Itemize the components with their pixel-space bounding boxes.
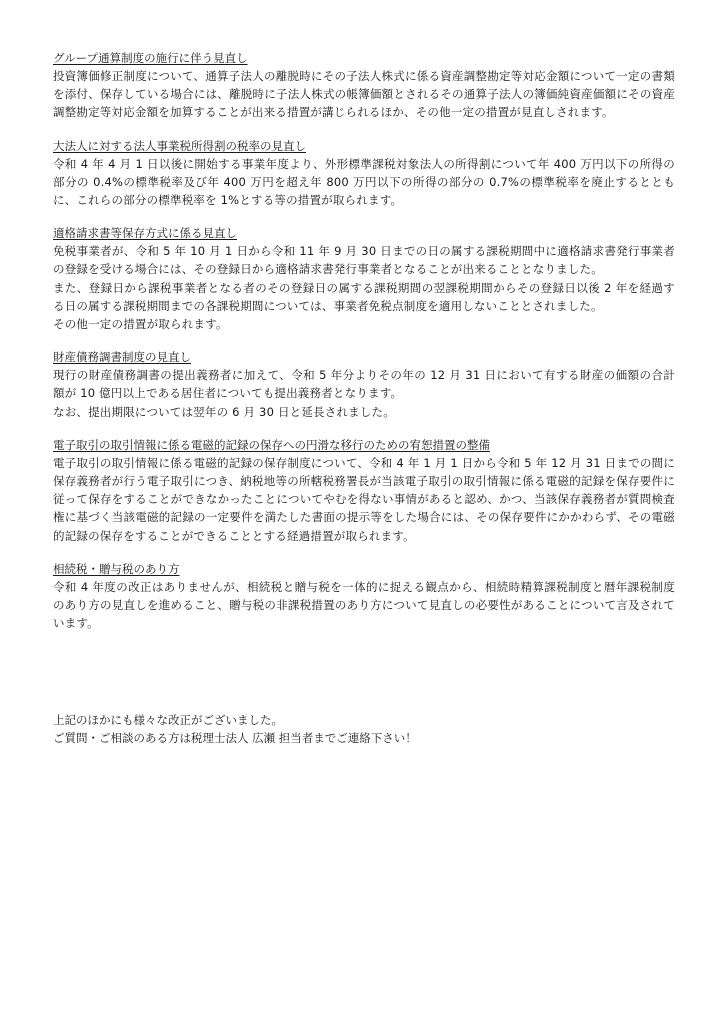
section-group-tax-system bbox=[53, 50, 675, 122]
document-body bbox=[53, 50, 675, 648]
section-paragraph: なお、提出期限については翌年の 6 月 30 日と延長されました。 bbox=[53, 404, 395, 419]
section-paragraph: その他一定の措置が取られます。 bbox=[53, 317, 228, 332]
section-heading: 大法人に対する法人事業税所得割の税率の見直し bbox=[53, 138, 306, 153]
section-paragraph: 電子取引の取引情報に係る電磁的記録の保存制度について、令和 4 年 1 月 1 日から令和 5 年 12 月 31 日までの間に保存義務者が行う電子取引につき、納税地等の所轄税務署長が当該電子取引の取引情報に係る電磁的記録を保存要件に従って保存をすることができなかったことについてやむを得ない事情があると認め、かつ、当該保存義務者が質問検査権に基づく当該電磁的記録の一定要件を満たした書面の提示等をした場合には、その保存要件にかかわらず、その電磁的記録の保存をすることができることとする経過措置が取られます。 bbox=[53, 455, 675, 543]
section-paragraph: 投資簿価修正制度について、通算子法人の離脱時にその子法人株式に係る資産調整勘定等対応金額について一定の書類を添付、保存している場合には、離脱時に子法人株式の帳簿価額とされるその通算子法人の簿価純資産価額にその資産調整勘定等対応金額を加算することが出来る措置が講じられるほか、その他一定の措置が見直しされます。 bbox=[53, 69, 675, 120]
section-heading: 相続税・贈与税のあり方 bbox=[53, 561, 180, 576]
section-invoice-system bbox=[53, 225, 675, 333]
section-property-debt-report bbox=[53, 349, 675, 421]
section-paragraph: 令和 4 年度の改正はありませんが、相続税と贈与税を一体的に捉える観点から、相続時精算課税制度と暦年課税制度のあり方の見直しを進めること、贈与税の非課税措置のあり方について見直しの必要性があることについて言及されています。 bbox=[53, 579, 675, 631]
closing-note bbox=[53, 711, 675, 747]
section-inheritance-gift-tax bbox=[53, 561, 675, 633]
section-heading: 適格請求書等保存方式に係る見直し bbox=[53, 226, 237, 241]
section-paragraph: 令和 4 年 4 月 1 日以後に開始する事業年度より、外形標準課税対象法人の所得割について年 400 万円以下の所得の部分の 0.4%の標準税率及び年 400 万円を超え年 800 万円以下の所得の部分の 0.7%の標準税率を廃止するとともに、これらの部分の標準税率を 1%とする等の措置が取られます。 bbox=[53, 156, 675, 208]
section-heading: グループ通算制度の施行に伴う見直し bbox=[53, 51, 248, 65]
section-heading: 電子取引の取引情報に係る電磁的記録の保存への円滑な移行のための宥恕措置の整備 bbox=[53, 437, 490, 452]
section-paragraph: 免税事業者が、令和 5 年 10 月 1 日から令和 11 年 9 月 30 日までの日の属する課税期間中に適格請求書発行事業者の登録を受ける場合には、その登録日から適格請求書発行事業者となることが出来ることとなりました。 bbox=[53, 244, 675, 277]
contact-line: ご質問・ご相談のある方は税理士法人 広瀬 担当者までご連絡下さい！ bbox=[53, 731, 417, 745]
section-paragraph: また、登録日から課税事業者となる者のその登録日の属する課税期間の翌課税期間からその登録日以後 2 年を経過する日の属する課税期間までの各課税期間については、事業者免税点制度を適用しないこととされました。 bbox=[53, 280, 675, 313]
section-heading: 財産債務調書制度の見直し bbox=[53, 350, 191, 365]
section-enterprise-tax bbox=[53, 138, 675, 210]
section-electronic-transactions bbox=[53, 437, 675, 545]
section-paragraph: 現行の財産債務調書の提出義務者に加えて、令和 5 年分よりその年の 12 月 31 日において有する財産の価額の合計額が 10 億円以上である居住者についても提出義務者となります。 bbox=[53, 368, 675, 401]
closing-line: 上記のほかにも様々な改正がございました。 bbox=[53, 713, 283, 727]
